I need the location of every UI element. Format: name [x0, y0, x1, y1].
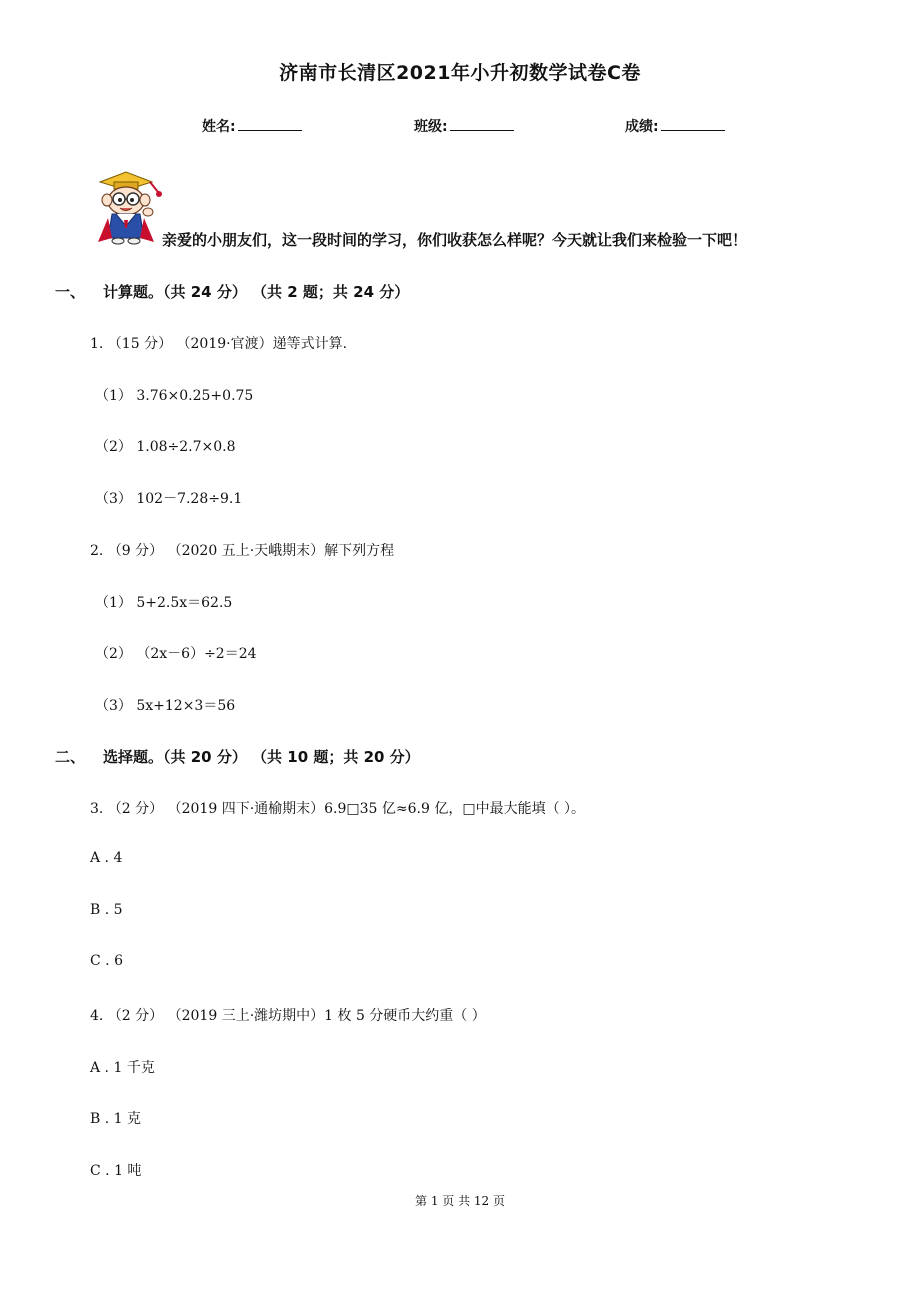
question-3-option-c: C . 6 [90, 953, 123, 969]
question-1-part-3: （3） 102－7.28÷9.1 [95, 491, 243, 507]
question-4-option-c: C . 1 吨 [90, 1163, 142, 1179]
question-3: 3. （2 分） （2019 四下·通榆期末）6.9□35 亿≈6.9 亿，□中最大能填（ ）。 [90, 801, 586, 817]
section-heading-2 [55, 746, 420, 767]
page-footer: 第 1 页 共 12 页 [415, 1194, 505, 1208]
section-title: 选择题。（共 20 分） （共 10 题；共 20 分） [103, 748, 420, 766]
question-3-option-b: B . 5 [90, 902, 123, 918]
question-2-part-3: （3） 5x+12×3＝56 [95, 698, 236, 714]
question-4-option-b: B . 1 克 [90, 1111, 141, 1127]
section-title: 计算题。（共 24 分） （共 2 题；共 24 分） [103, 283, 410, 301]
question-2-part-2: （2） （2x－6）÷2＝24 [95, 646, 257, 662]
name-field [202, 116, 302, 136]
score-field [625, 116, 725, 136]
question-4-option-a: A . 1 千克 [90, 1060, 155, 1076]
class-blank [450, 118, 514, 131]
question-2-part-1: （1） 5+2.5x＝62.5 [95, 595, 233, 611]
section-number: 二、 [55, 748, 86, 766]
class-field [414, 116, 514, 136]
greeting-text: 亲爱的小朋友们，这一段时间的学习，你们收获怎么样呢？今天就让我们来检验一下吧！ [162, 231, 748, 249]
question-2: 2. （9 分） （2020 五上·天峨期末）解下列方程 [90, 543, 395, 559]
class-label: 班级: [414, 119, 448, 135]
question-1-part-2: （2） 1.08÷2.7×0.8 [95, 439, 236, 455]
score-blank [661, 118, 725, 131]
question-4: 4. （2 分） （2019 三上·潍坊期中）1 枚 5 分硬币大约重（ ） [90, 1008, 486, 1024]
question-3-option-a: A . 4 [90, 850, 123, 866]
mascot-icon [92, 168, 166, 246]
score-label: 成绩: [625, 119, 659, 135]
name-label: 姓名: [202, 119, 236, 135]
section-number: 一、 [55, 283, 86, 301]
question-1-part-1: （1） 3.76×0.25+0.75 [95, 388, 254, 404]
section-heading-1 [55, 281, 409, 302]
page-title: 济南市长清区2021年小升初数学试卷C卷 [279, 62, 641, 84]
name-blank [238, 118, 302, 131]
question-1: 1. （15 分） （2019·官渡）递等式计算. [90, 336, 348, 352]
